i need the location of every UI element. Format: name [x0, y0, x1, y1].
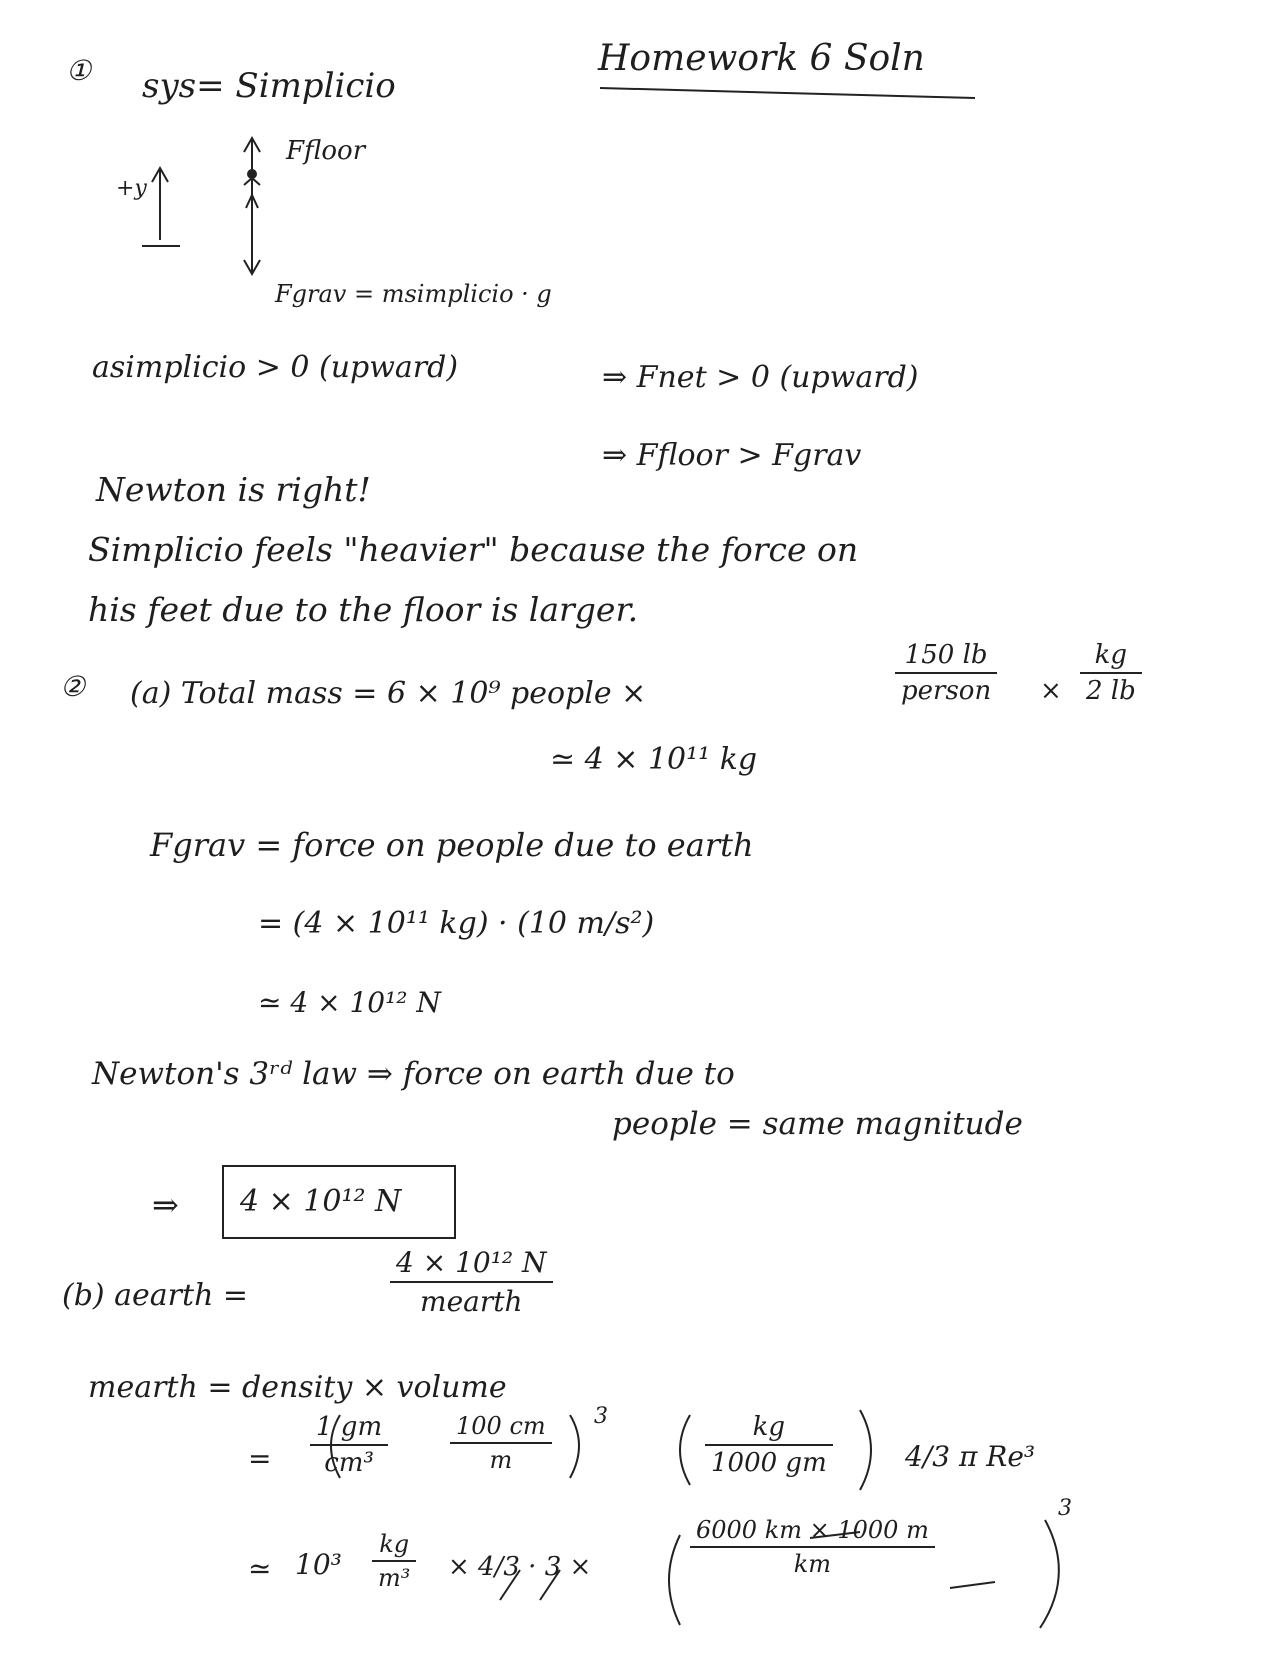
- newton-third-law-line-2: people = same magnitude: [612, 1106, 1023, 1142]
- fgrav-result: ≃ 4 × 10¹² N: [258, 986, 441, 1019]
- implies-floor-greater: ⇒ Ffloor > Fgrav: [602, 438, 862, 473]
- boxed-answer: 4 × 10¹² N: [240, 1184, 402, 1219]
- problem-1-number: ①: [66, 54, 92, 87]
- fraction-denominator: m³: [378, 1564, 411, 1592]
- conclusion-line-2: Simplicio feels "heavier" because the force on: [88, 530, 859, 569]
- density-estimate: 10³: [295, 1548, 342, 1581]
- fraction-denominator: 2 lb: [1086, 676, 1136, 706]
- density-fraction: [310, 1412, 388, 1478]
- volume-factor: × 4/3 · 3 ×: [448, 1552, 592, 1582]
- force-floor-label: Ffloor: [286, 136, 366, 166]
- page-title: Homework 6 Soln: [598, 38, 925, 79]
- density-units-fraction: [372, 1530, 416, 1592]
- fgrav-definition: Fgrav = force on people due to earth: [150, 826, 754, 864]
- problem-2-number: ②: [60, 670, 86, 703]
- fgrav-calculation: = (4 × 10¹¹ kg) · (10 m/s²): [258, 906, 655, 941]
- equals-sign: =: [248, 1442, 272, 1475]
- fraction-denominator: cm³: [324, 1448, 374, 1478]
- fraction-numerator: 150 lb: [904, 640, 988, 670]
- sphere-volume: 4/3 π Re³: [905, 1440, 1036, 1473]
- acceleration-line: asimplicio > 0 (upward): [92, 350, 459, 385]
- fraction-numerator: kg: [752, 1412, 786, 1442]
- mearth-definition: mearth = density × volume: [88, 1370, 507, 1405]
- conclusion-line-3: his feet due to the floor is larger.: [88, 590, 639, 629]
- cm-per-m-fraction: [450, 1412, 552, 1474]
- approx-sign: ≃: [248, 1552, 272, 1585]
- fraction-denominator: mearth: [420, 1285, 523, 1318]
- fraction-denominator: 1000 gm: [711, 1448, 827, 1478]
- part-b-label: (b) aearth =: [62, 1278, 249, 1313]
- kg-per-pound-fraction: [1080, 640, 1142, 706]
- fraction-numerator: 100 cm: [456, 1412, 546, 1440]
- earth-acceleration-fraction: [390, 1246, 553, 1318]
- fraction-denominator: person: [901, 676, 992, 706]
- kg-per-gm-fraction: [705, 1412, 833, 1478]
- fraction-numerator: 6000 km × 1000 m: [696, 1516, 929, 1544]
- pounds-per-person-fraction: [895, 640, 997, 706]
- radius-cube-exponent: 3: [1058, 1496, 1072, 1521]
- approx-mass: ≃ 4 × 10¹¹ kg: [550, 742, 758, 777]
- newton-third-law-line-1: Newton's 3ʳᵈ law ⇒ force on earth due to: [92, 1056, 735, 1092]
- times-symbol: ×: [1040, 676, 1062, 706]
- implies-arrow: ⇒: [152, 1186, 179, 1224]
- cube-exponent: 3: [594, 1404, 608, 1429]
- fraction-numerator: kg: [1094, 640, 1128, 670]
- problem-1-system: sys= Simplicio: [142, 66, 396, 106]
- fraction-numerator: kg: [379, 1530, 410, 1558]
- implies-net-force: ⇒ Fnet > 0 (upward): [602, 360, 919, 395]
- total-mass-line: (a) Total mass = 6 × 10⁹ people ×: [130, 676, 647, 711]
- earth-radius-fraction: [690, 1516, 935, 1578]
- axis-label: +y: [116, 176, 147, 201]
- force-grav-label: Fgrav = msimplicio · g: [275, 280, 552, 308]
- fraction-numerator: 4 × 10¹² N: [396, 1246, 547, 1279]
- fraction-numerator: 1 gm: [316, 1412, 383, 1442]
- conclusion-line-1: Newton is right!: [96, 470, 371, 509]
- fraction-denominator: m: [489, 1446, 513, 1474]
- fraction-denominator: km: [793, 1550, 832, 1578]
